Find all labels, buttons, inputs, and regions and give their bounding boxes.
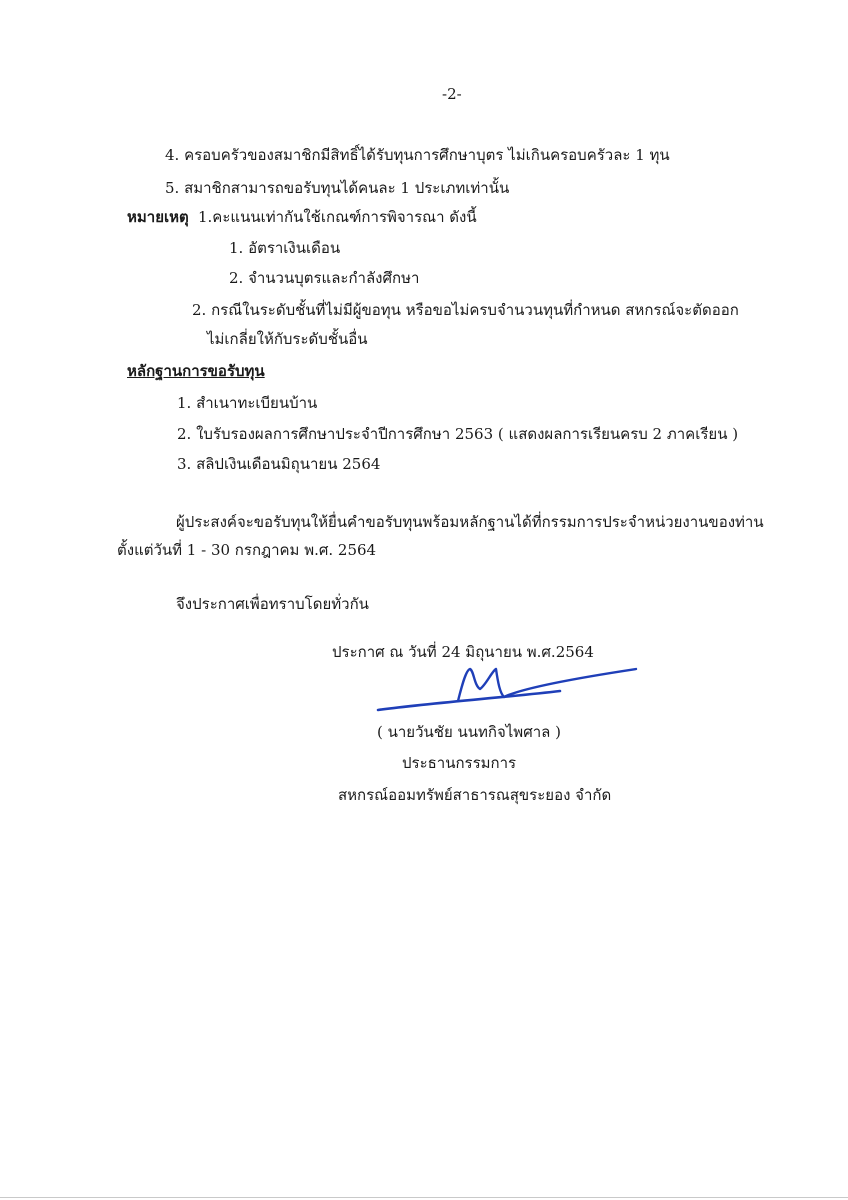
condition-5: 5. สมาชิกสามารถขอรับทุนได้คนละ 1 ประเภทเท่านั้น [165, 179, 510, 197]
announcement-date: ประกาศ ณ วันที่ 24 มิถุนายน พ.ศ.2564 [332, 643, 594, 661]
remark-sub-2: 2. จำนวนบุตรและกำลังศึกษา [229, 269, 420, 287]
evidence-item-3: 3. สลิปเงินเดือนมิถุนายน 2564 [177, 455, 381, 473]
remark-item-2-line-2: ไม่เกลี่ยให้กับระดับชั้นอื่น [207, 330, 368, 348]
page-number: -2- [442, 85, 462, 103]
submission-line-2: ตั้งแต่วันที่ 1 - 30 กรกฎาคม พ.ศ. 2564 [117, 541, 377, 559]
remark-sub-1: 1. อัตราเงินเดือน [229, 239, 341, 257]
submission-line-1: ผู้ประสงค์จะขอรับทุนให้ยื่นคำขอรับทุนพร้อมหลักฐานได้ที่กรรมการประจำหน่วยงานของท่าน [176, 513, 764, 531]
closing-statement: จึงประกาศเพื่อทราบโดยทั่วกัน [176, 595, 369, 613]
signatory-organization: สหกรณ์ออมทรัพย์สาธารณสุขระยอง จำกัด [338, 786, 612, 804]
scan-edge-line [0, 1197, 848, 1198]
signatory-name: ( นายวันชัย นนทกิจไพศาล ) [377, 723, 561, 741]
signature-image [370, 655, 640, 717]
remark-label: หมายเหตุ [127, 208, 189, 226]
remark-item-1: 1.คะแนนเท่ากันใช้เกณฑ์การพิจารณา ดังนี้ [198, 208, 477, 226]
condition-4: 4. ครอบครัวของสมาชิกมีสิทธิ์ได้รับทุนการศึกษาบุตร ไม่เกินครอบครัวละ 1 ทุน [165, 146, 670, 164]
evidence-item-1: 1. สำเนาทะเบียนบ้าน [177, 394, 318, 412]
evidence-item-2: 2. ใบรับรองผลการศึกษาประจำปีการศึกษา 2563 ( แสดงผลการเรียนครบ 2 ภาคเรียน ) [177, 425, 739, 443]
signatory-title: ประธานกรรมการ [402, 754, 517, 772]
evidence-heading: หลักฐานการขอรับทุน [127, 362, 265, 380]
remark-item-2-line-1: 2. กรณีในระดับชั้นที่ไม่มีผู้ขอทุน หรือขอไม่ครบจำนวนทุนที่กำหนด สหกรณ์จะตัดออก [192, 301, 739, 319]
